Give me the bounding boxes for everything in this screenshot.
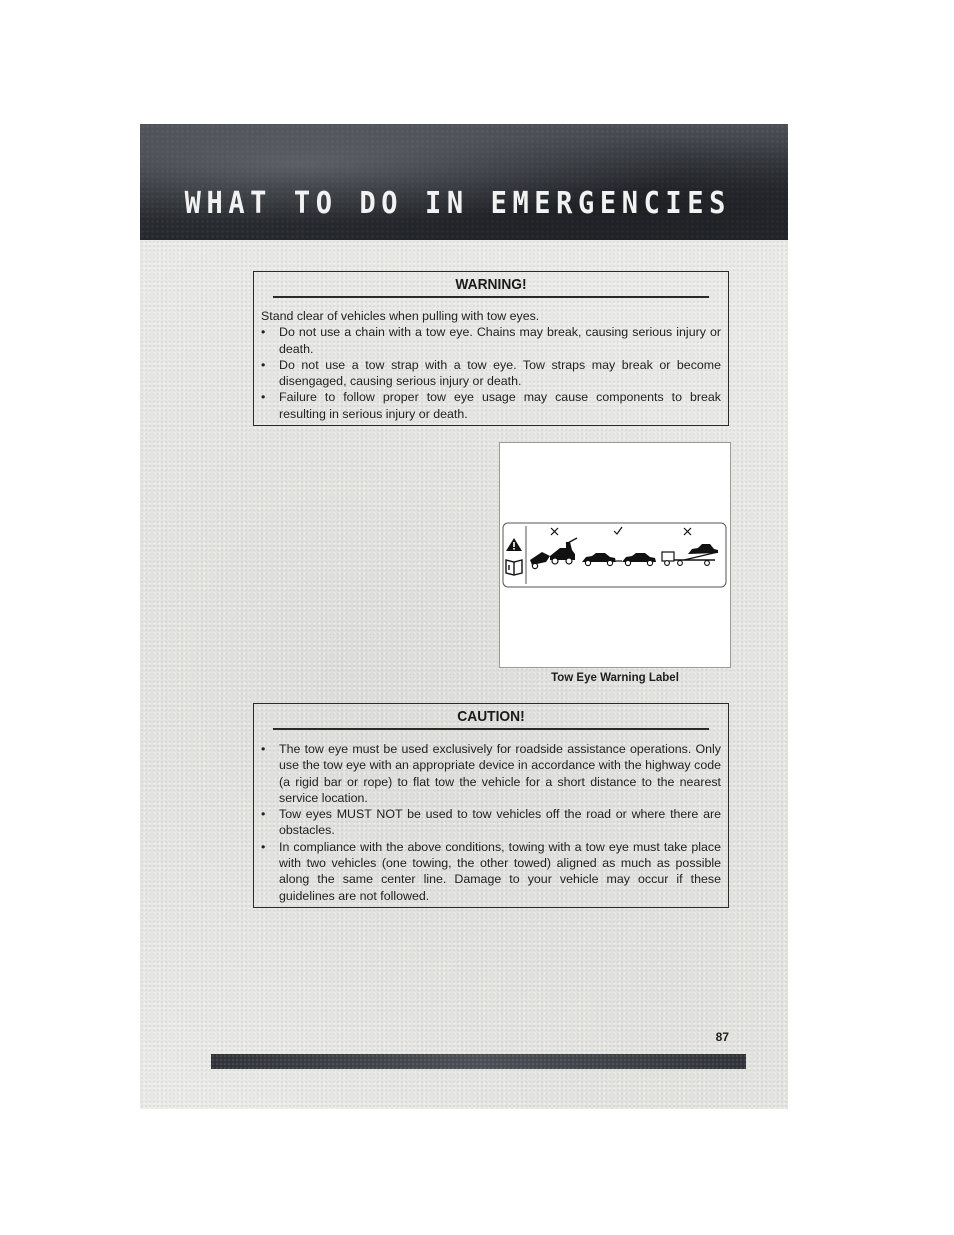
warning-box bbox=[253, 271, 729, 426]
manual-page bbox=[140, 124, 788, 1109]
figure-caption: Tow Eye Warning Label bbox=[551, 672, 679, 684]
caution-list bbox=[261, 741, 721, 904]
tow-eye-warning-label-figure bbox=[499, 442, 731, 668]
caution-item: • In compliance with the above conditions, towing with a tow eye must take place with two vehicles (one towing, the other towed) aligned as much as possible along the same center line. Damage to your vehicle may occur if these guidelines are not followed. bbox=[261, 839, 721, 904]
warning-item: • Do not use a tow strap with a tow eye. Tow straps may break or become disengaged, causing serious injury or death. bbox=[261, 357, 721, 390]
footer-bar bbox=[211, 1054, 746, 1069]
caution-box bbox=[253, 703, 729, 908]
warning-body bbox=[254, 298, 728, 422]
caution-body bbox=[254, 730, 728, 904]
section-title: WHAT TO DO IN EMERGENCIES bbox=[184, 186, 731, 221]
warning-item: • Do not use a chain with a tow eye. Chains may break, causing serious injury or death. bbox=[261, 324, 721, 357]
warning-list bbox=[261, 324, 721, 422]
tow-eye-warning-label bbox=[502, 522, 728, 590]
page-number: 87 bbox=[715, 1030, 729, 1044]
warning-item: • Failure to follow proper tow eye usage may cause components to break resulting in serious injury or death. bbox=[261, 389, 721, 422]
section-header bbox=[140, 124, 788, 240]
warning-title: WARNING! bbox=[273, 272, 709, 298]
warning-intro: Stand clear of vehicles when pulling with tow eyes. bbox=[261, 309, 540, 323]
caution-title: CAUTION! bbox=[273, 704, 709, 730]
caution-item: • The tow eye must be used exclusively for roadside assistance operations. Only use the tow eye with an appropriate device in accordance with the highway code (a rigid bar or rope) to flat tow the vehicle for a short distance to the nearest service location. bbox=[261, 741, 721, 806]
caution-item: • Tow eyes MUST NOT be used to tow vehicles off the road or where there are obstacles. bbox=[261, 806, 721, 839]
